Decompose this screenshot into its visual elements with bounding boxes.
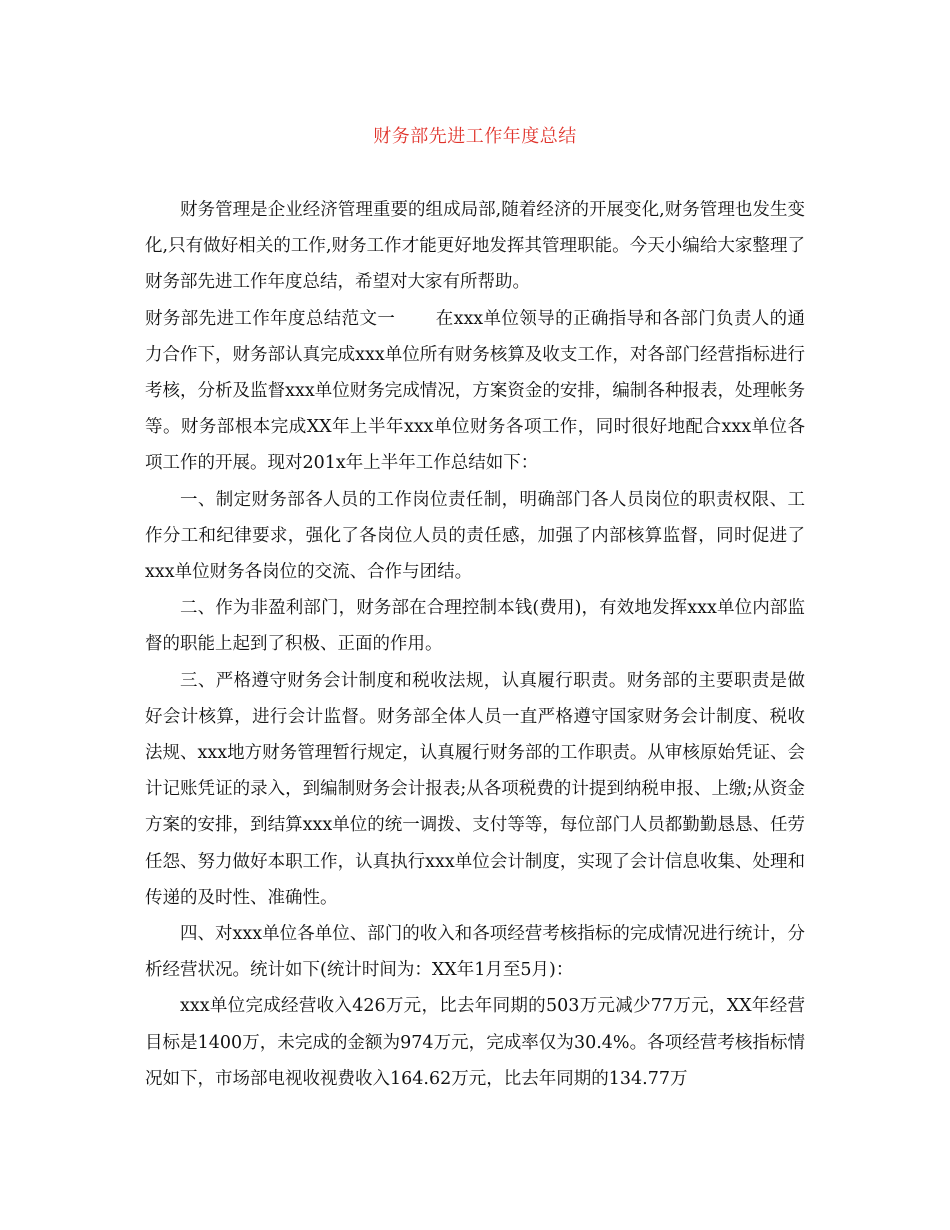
document-body (145, 192, 805, 1097)
document-title: 财务部先进工作年度总结 (373, 126, 577, 147)
stats-paragraph: xxx单位完成经营收入426万元，比去年同期的503万元减少77万元，XX年经营目标是1400万，未完成的金额为974万元，完成率仅为30.4%。各项经营考核指标情况如下，市场部电视收视费收入164.62万元，比去年同期的134.77万 (145, 996, 805, 1089)
point-3-paragraph: 三、严格遵守财务会计制度和税收法规，认真履行职责。财务部的主要职责是做好会计核算，进行会计监督。财务部全体人员一直严格遵守国家财务会计制度、税收法规、xxx地方财务管理暂行规定，认真履行财务部的工作职责。从审核原始凭证、会计记账凭证的录入，到编制财务会计报表;从各项税费的计提到纳税申报、上缴;从资金方案的安排，到结算xxx单位的统一调拨、支付等等，每位部门人员都勤勤恳恳、任劳任怨、努力做好本职工作，认真执行xxx单位会计制度，实现了会计信息收集、处理和传递的及时性、准确性。 (145, 670, 805, 908)
sample-lead-text: 在xxx单位领导的正确指导和各部门负责人的通力合作下，财务部认真完成xxx单位所有财务核算及收支工作，对各部门经营指标进行考核，分析及监督xxx单位财务完成情况，方案资金的安排，编制各种报表，处理帐务等。财务部根本完成XX年上半年xxx单位财务各项工作，同时很好地配合xxx单位各项工作的开展。现对201x年上半年工作总结如下： (145, 308, 806, 474)
point-4-paragraph: 四、对xxx单位各单位、部门的收入和各项经营考核指标的完成情况进行统计，分析经营状况。统计如下(统计时间为：XX年1月至5月)： (145, 924, 805, 981)
point-2-paragraph: 二、作为非盈利部门，财务部在合理控制本钱(费用)，有效地发挥xxx单位内部监督的职能上起到了积极、正面的作用。 (145, 598, 805, 655)
intro-paragraph: 财务管理是企业经济管理重要的组成局部,随着经济的开展变化,财务管理也发生变化,只有做好相关的工作,财务工作才能更好地发挥其管理职能。今天小编给大家整理了财务部先进工作年度总结，希望对大家有所帮助。 (145, 200, 805, 293)
point-1-paragraph: 一、制定财务部各人员的工作岗位责任制，明确部门各人员岗位的职责权限、工作分工和纪律要求，强化了各岗位人员的责任感，加强了内部核算监督，同时促进了xxx单位财务各岗位的交流、合作与团结。 (145, 489, 805, 583)
sample-heading: 财务部先进工作年度总结范文一 (145, 308, 396, 329)
sample-paragraph (145, 301, 805, 482)
